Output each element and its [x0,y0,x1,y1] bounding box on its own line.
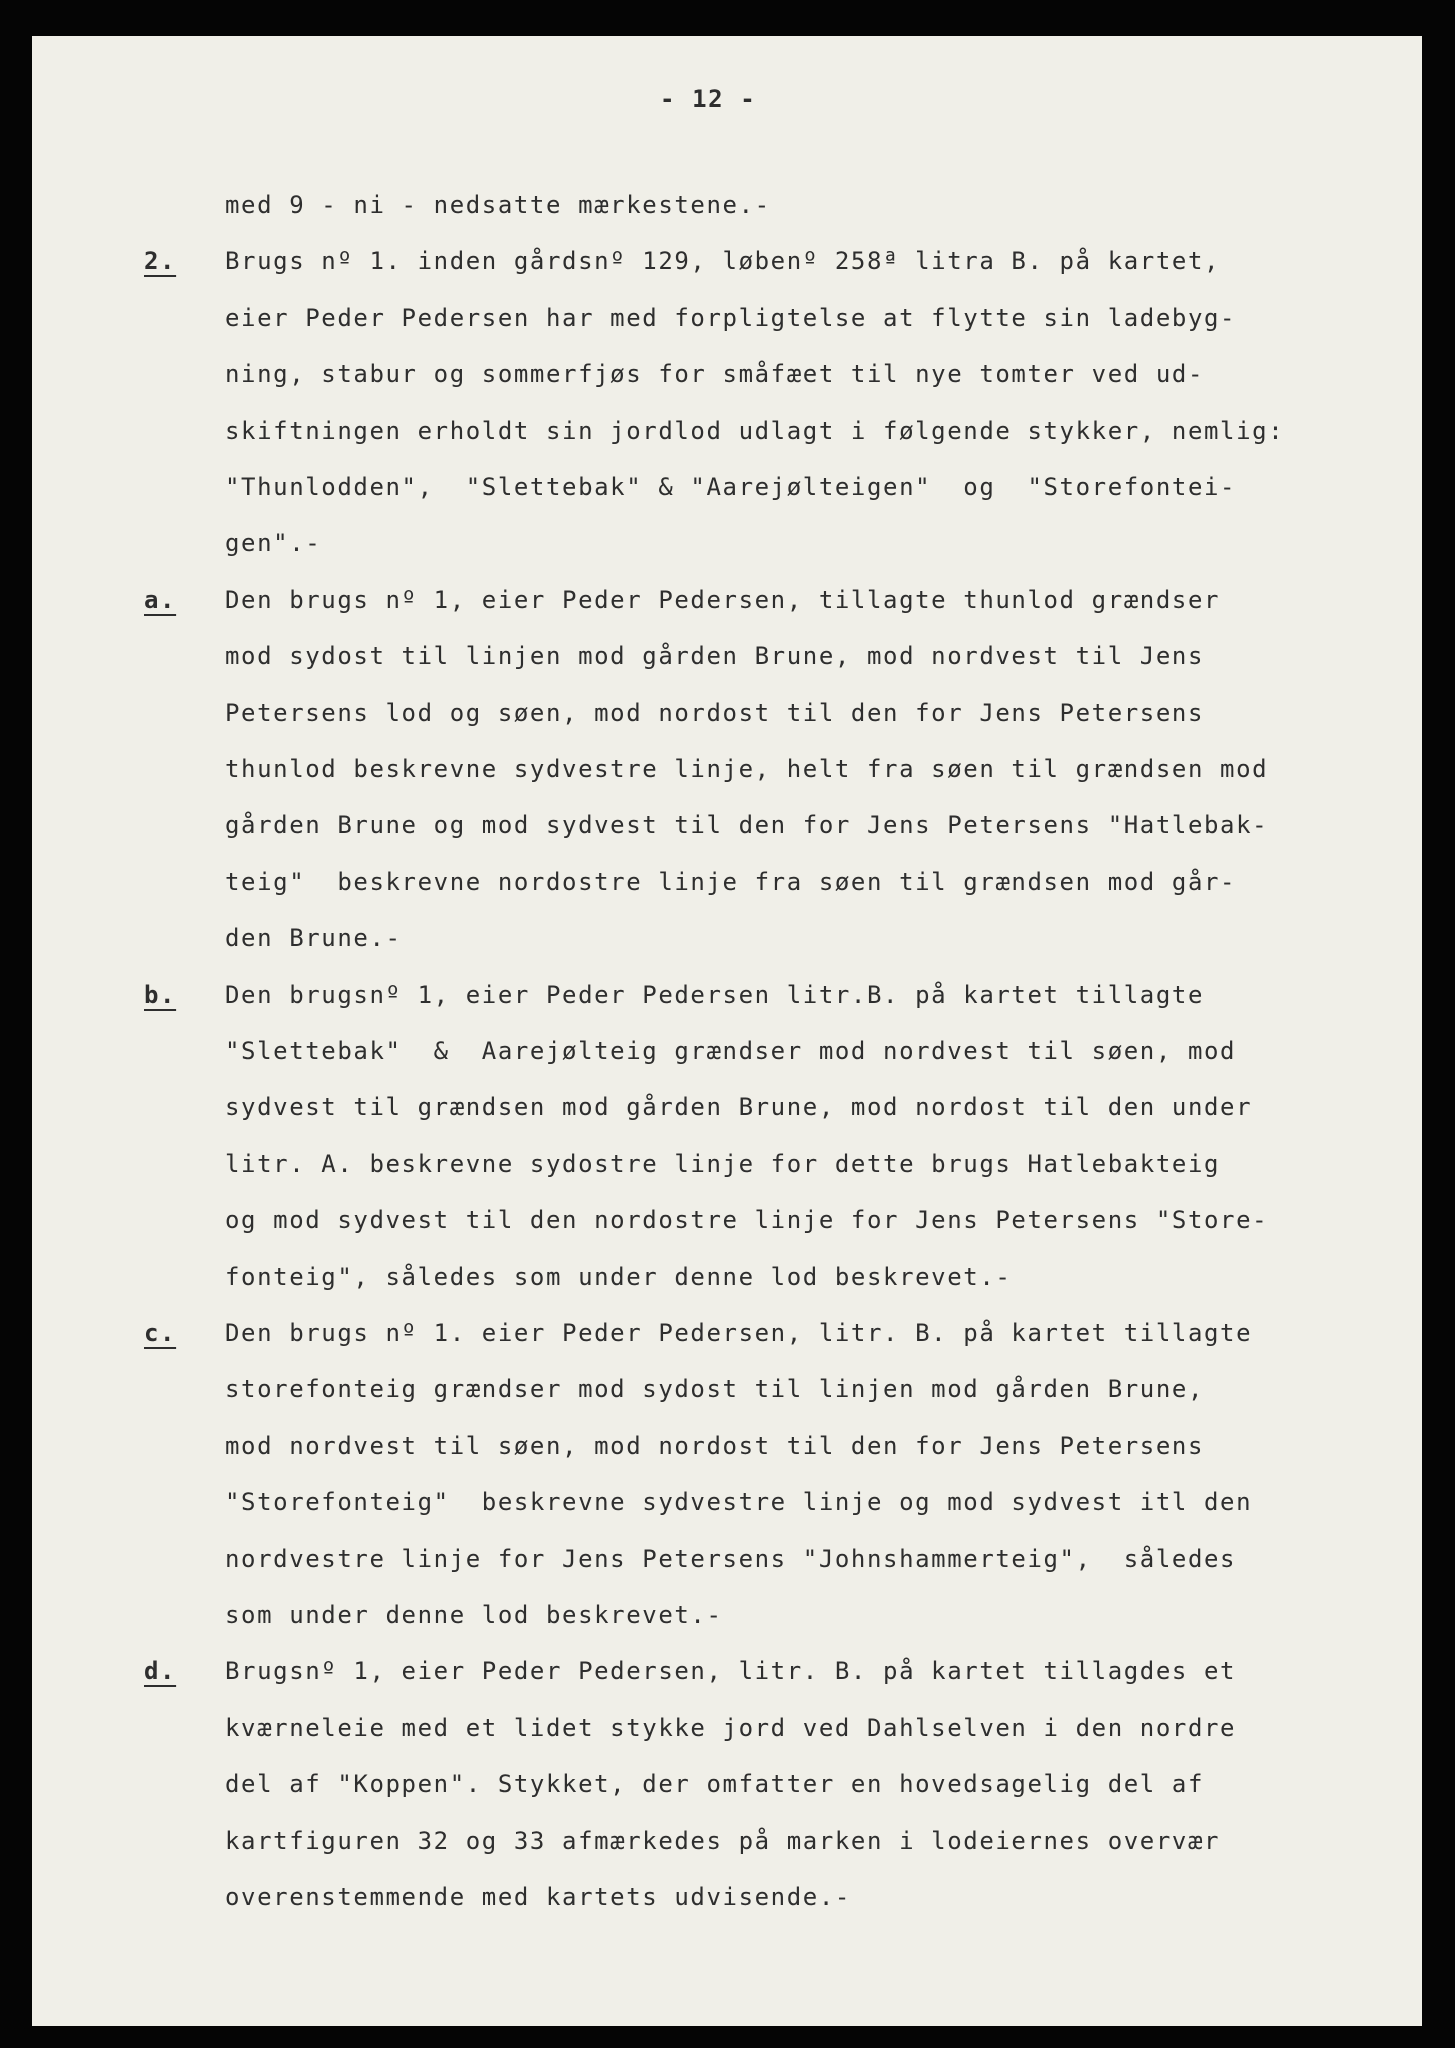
text-line: ning, stabur og sommerfjøs for småfæet til nye tomter ved ud- [225,360,1205,389]
text-line: fonteig", således som under denne lod beskrevet.- [225,1262,1012,1291]
text-line: sydvest til grændsen mod gården Brune, mod nordost til den under [225,1093,1253,1122]
page-number: - 12 - [660,85,757,113]
text-line: "Slettebak" & Aarejølteig grændser mod nordvest til søen, mod [225,1037,1237,1065]
text-line: teig" beskrevne nordostre linje fra søen til grændsen mod går- [225,867,1237,896]
paragraph-marker: b. [144,980,177,1009]
text-line: thunlod beskrevne sydvestre linje, helt fra søen til grændsen mod [225,755,1269,783]
text-line: som under denne lod beskrevet.- [225,1601,723,1629]
paragraph-marker: c. [144,1319,177,1347]
text-line: storefonteig grændser mod sydost til linjen mod gården Brune, [225,1375,1205,1404]
text-line: overenstemmende med kartets udvisende.- [225,1883,851,1911]
text-line: den Brune.- [225,924,402,953]
document-page [32,36,1422,2026]
text-line: mod sydost til linjen mod gården Brune, mod nordvest til Jens [225,642,1205,671]
paragraph-marker: a. [144,585,177,614]
text-line: eier Peder Pedersen har med forpligtelse at flytte sin ladebyg- [225,303,1237,332]
text-line: Den brugs nº 1. eier Peder Pedersen, litr. B. på kartet tillagte [225,1319,1253,1347]
text-line: mod nordvest til søen, mod nordost til den for Jens Petersens [225,1431,1205,1460]
text-line: Den brugs nº 1, eier Peder Pedersen, tillagte thunlod grændser [225,585,1221,614]
text-line: gården Brune og mod sydvest til den for Jens Petersens "Hatlebak- [225,811,1269,840]
text-line: "Storefonteig" beskrevne sydvestre linje og mod sydvest itl den [225,1488,1253,1517]
text-line: Den brugsnº 1, eier Peder Pedersen litr.B. på kartet tillagte [225,980,1205,1009]
text-line: nordvestre linje for Jens Petersens "Johnshammerteig", således [225,1544,1237,1573]
text-line: litr. A. beskrevne sydostre linje for dette brugs Hatlebakteig [225,1149,1221,1178]
text-line: gen".- [225,529,322,558]
paragraph-marker: d. [144,1657,177,1686]
text-line: og mod sydvest til den nordostre linje for Jens Petersens "Store- [225,1206,1269,1235]
text-line: Petersens lod og søen, mod nordost til den for Jens Petersens [225,698,1205,727]
text-line: kartfiguren 32 og 33 afmærkedes på marken i lodeiernes overvær [225,1826,1221,1855]
text-line: med 9 - ni - nedsatte mærkestene.- [225,191,771,219]
text-line: Brugsnº 1, eier Peder Pedersen, litr. B. på kartet tillagdes et [225,1657,1237,1686]
text-line: kværneleie med et lidet stykke jord ved Dahlselven i den nordre [225,1713,1237,1742]
text-line: del af "Koppen". Stykket, der omfatter en hovedsagelig del af [225,1770,1205,1799]
text-line: Brugs nº 1. inden gårdsnº 129, løbenº 258ª litra B. på kartet, [225,247,1221,276]
text-line: "Thunlodden", "Slettebak" & "Aarejølteigen" og "Storefontei- [225,473,1237,501]
text-line: skiftningen erholdt sin jordlod udlagt i følgende stykker, nemlig: [225,416,1285,445]
paragraph-marker: 2. [144,247,177,276]
